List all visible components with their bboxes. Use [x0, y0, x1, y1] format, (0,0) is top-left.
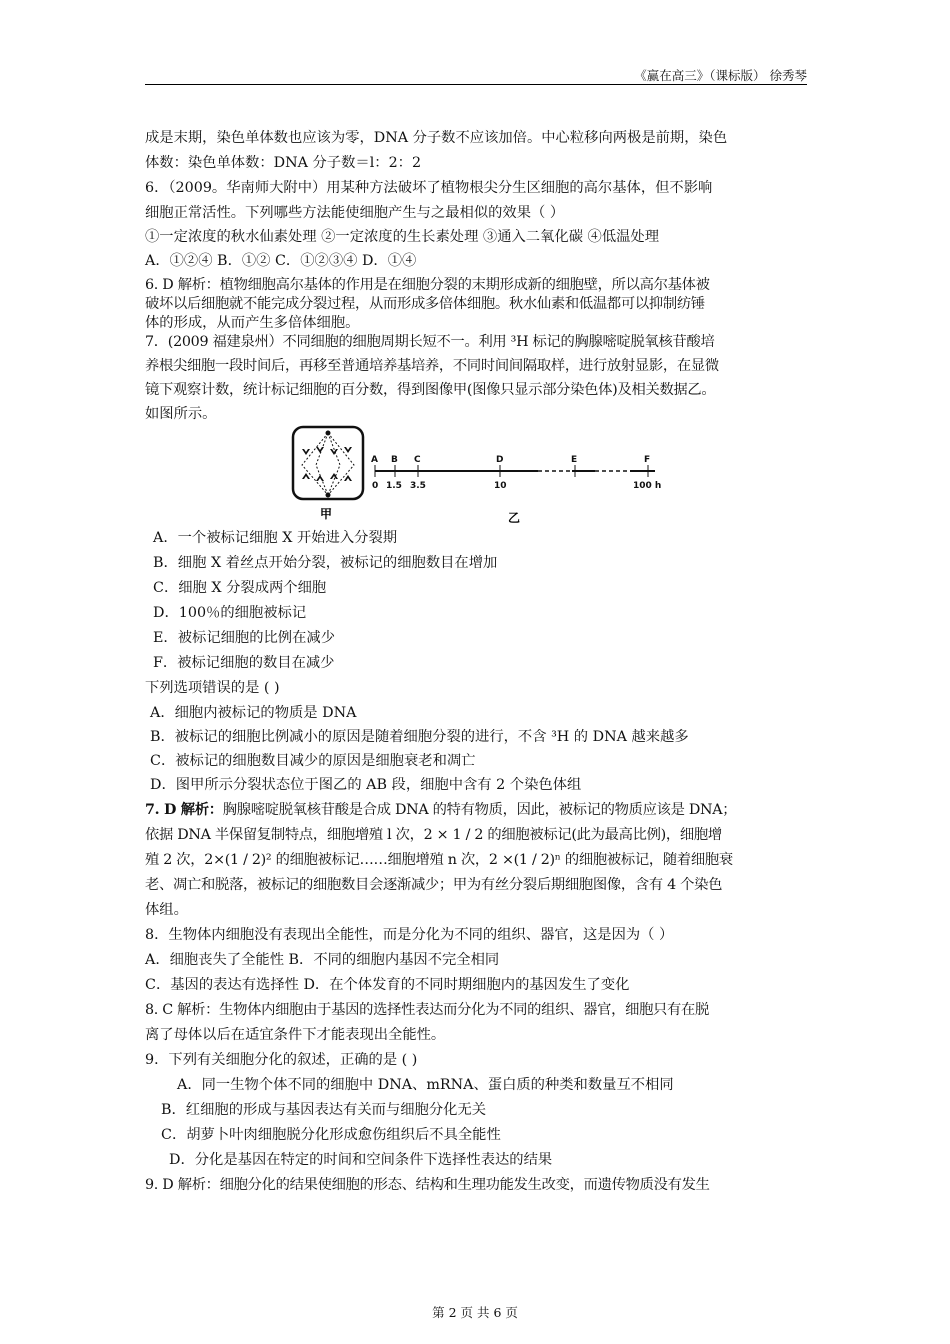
q8-options-cd: C．基因的表达有选择性 D．在个体发育的不同时期细胞内的基因发生了变化	[145, 977, 630, 993]
answer-7	[145, 800, 736, 820]
text-line: 细胞正常活性。下列哪些方法能使细胞产生与之最相似的效果（ ）	[145, 205, 565, 221]
text-line: 体数：染色单体数：DNA 分子数＝l：2：2	[145, 155, 422, 171]
text-line: 体组。	[145, 902, 188, 918]
option-d: D．100％的细胞被标记	[153, 605, 307, 621]
page-header: 《赢在高三》（课标版） 徐秀琴	[634, 68, 807, 83]
option-a: A．一个被标记细胞 X 开始进入分裂期	[153, 530, 398, 546]
text-line: 如图所示。	[145, 406, 217, 422]
option2-c: C．被标记的细胞数目减少的原因是细胞衰老和凋亡	[150, 753, 476, 769]
tick-0: 0	[372, 481, 379, 491]
point-e: E	[571, 455, 578, 465]
q9-option-d: D．分化是基因在特定的时间和空间条件下选择性表达的结果	[169, 1152, 553, 1168]
question-7b: 下列选项错误的是 ( )	[145, 680, 280, 696]
option2-d: D．图甲所示分裂状态位于图乙的 AB 段，细胞中含有 2 个染色体组	[150, 777, 582, 793]
text-line: 养根尖细胞一段时间后，再移至普通培养基培养，不同时间间隔取样，进行放射显影，在显微	[145, 358, 719, 374]
spindle	[302, 433, 354, 495]
text-line: 镜下观察计数，统计标记细胞的百分数，得到图像甲(图像只显示部分染色体)及相关数据乙。	[145, 382, 716, 398]
text-line: 体的形成，从而产生多倍体细胞。	[145, 315, 360, 331]
option2-a: A．细胞内被标记的物质是 DNA	[150, 705, 357, 721]
point-a: A	[371, 455, 378, 465]
option-c: C．细胞 X 分裂成两个细胞	[153, 580, 327, 596]
tick-100h: 100 h	[633, 481, 662, 491]
answer-7-label: 7. D 解析：	[145, 802, 223, 818]
text-line: 成是末期，染色单体数也应该为零，DNA 分子数不应该加倍。中心粒移向两极是前期，染色	[145, 130, 728, 146]
point-d: D	[496, 455, 504, 465]
answer-6: 6. D 解析：植物细胞高尔基体的作用是在细胞分裂的末期形成新的细胞壁，所以高尔基体被	[145, 277, 710, 293]
question-8: 8．生物体内细胞没有表现出全能性，而是分化为不同的组织、器官，这是因为（ ）	[145, 927, 674, 943]
question-7: 7．(2009 福建泉州）不同细胞的细胞周期长短不一。利用 ³H 标记的胸腺嘧啶脱氧核苷酸培	[145, 334, 715, 350]
q7-figure	[290, 425, 670, 525]
tick-10: 10	[494, 481, 507, 491]
answer-8: 8. C 解析：生物体内细胞由于基因的选择性表达而分化为不同的组织、器官，细胞只有在脱	[145, 1002, 710, 1018]
point-c: C	[414, 455, 421, 465]
question-6: 6．（2009。华南师大附中）用某种方法破坏了植物根尖分生区细胞的高尔基体，但不影响	[145, 180, 713, 196]
label-yi: 乙	[508, 511, 521, 525]
tick-1-5: 1.5	[386, 481, 402, 491]
page-footer: 第 2 页 共 6 页	[432, 1305, 518, 1320]
q8-options-ab: A．细胞丧失了全能性 B．不同的细胞内基因不完全相同	[145, 952, 500, 968]
text-line: 离了母体以后在适宜条件下才能表现出全能性。	[145, 1027, 446, 1043]
label-jia: 甲	[320, 507, 333, 521]
q9-option-b: B．红细胞的形成与基因表达有关而与细胞分化无关	[161, 1102, 487, 1118]
header-rule	[145, 84, 807, 85]
option-f: F．被标记细胞的数目在减少	[153, 655, 335, 671]
q6-options: A．①②④ B．①② C．①②③④ D．①④	[145, 253, 417, 269]
tick-3-5: 3.5	[410, 481, 426, 491]
text-line: 殖 2 次，2×(1 / 2)² 的细胞被标记……细胞增殖 n 次，2 ×(1 / 2)ⁿ 的细胞被标记，随着细胞衰	[145, 852, 733, 868]
q9-option-c: C．胡萝卜叶肉细胞脱分化形成愈伤组织后不具全能性	[161, 1127, 501, 1143]
text-line: 依据 DNA 半保留复制特点，细胞增殖 l 次，2 × 1 / 2 的细胞被标记(此为最高比例)，细胞增	[145, 827, 722, 843]
cell-outline	[293, 427, 363, 499]
q9-option-a: A．同一生物个体不同的细胞中 DNA、mRNA、蛋白质的种类和数量互不相同	[177, 1077, 674, 1093]
text-line: 破坏以后细胞就不能完成分裂过程，从而形成多倍体细胞。秋水仙素和低温都可以抑制纺锤	[145, 296, 705, 312]
chromosomes	[302, 431, 352, 498]
option2-b: B．被标记的细胞比例减小的原因是随着细胞分裂的进行，不含 ³H 的 DNA 越来越多	[150, 729, 689, 745]
text-line: ①一定浓度的秋水仙素处理 ②一定浓度的生长素处理 ③通入二氧化碳 ④低温处理	[145, 229, 660, 245]
answer-9: 9. D 解析：细胞分化的结果使细胞的形态、结构和生理功能发生改变，而遗传物质没有发生	[145, 1177, 710, 1193]
point-f: F	[644, 455, 651, 465]
option-e: E．被标记细胞的比例在减少	[153, 630, 335, 646]
timeline	[375, 465, 655, 477]
question-9: 9．下列有关细胞分化的叙述，正确的是 ( )	[145, 1052, 418, 1068]
text-line: 老、凋亡和脱落，被标记的细胞数目会逐渐减少；甲为有丝分裂后期细胞图像，含有 4 个染色	[145, 877, 723, 893]
point-b: B	[391, 455, 398, 465]
option-b: B．细胞 X 着丝点开始分裂，被标记的细胞数目在增加	[153, 555, 498, 571]
answer-7-text: 胸腺嘧啶脱氧核苷酸是合成 DNA 的特有物质，因此，被标记的物质应该是 DNA；	[222, 802, 737, 818]
